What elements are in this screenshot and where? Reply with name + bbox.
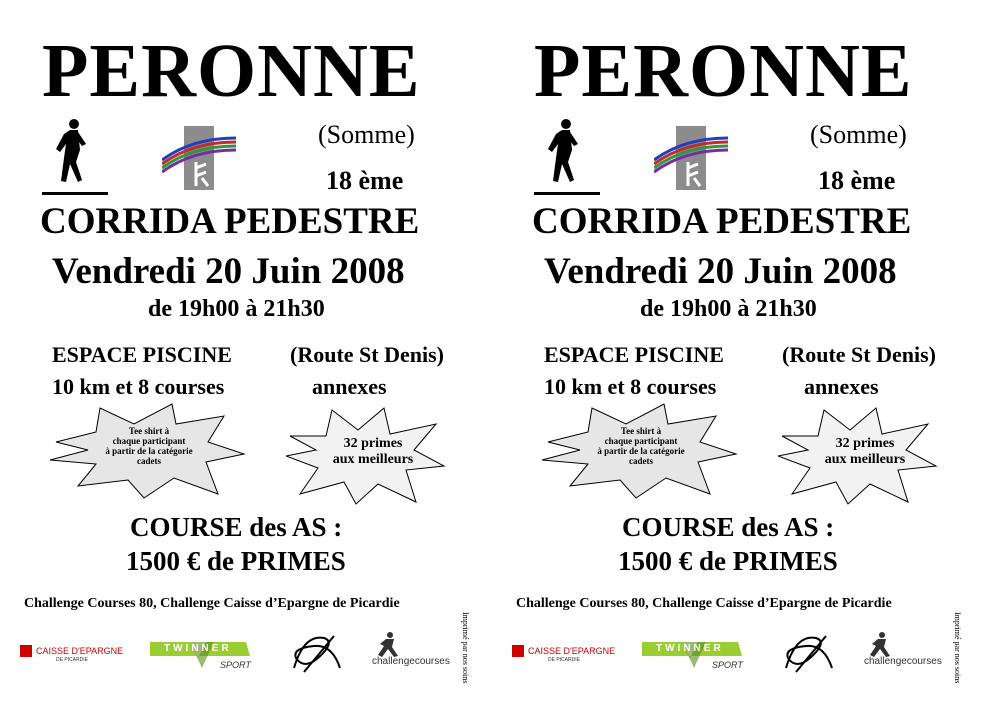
challenge-label: Challenge Courses 80, Challenge Caisse d’Epargne de Picardie [516,596,892,611]
caisse-epargne-squirrel-icon [512,645,524,657]
star1-line: à partir de la catégorie [105,446,193,456]
prize-label: 1500 € de PRIMES [618,546,838,576]
printed-note: Imprimé par nos soins [953,612,962,684]
star1-line: cadets [629,456,653,466]
challenge-label: Challenge Courses 80, Challenge Caisse d’Epargne de Picardie [24,596,400,611]
flyer-left [0,0,490,701]
runner-icon [42,118,112,198]
venue-label: ESPACE PISCINE [52,342,232,367]
starburst-primes-text [318,436,428,468]
races-label: 10 km et 8 courses [52,374,225,399]
twinner-sport: SPORT [220,660,251,670]
twinner-logo [150,638,274,683]
club-logo-icon [162,124,238,192]
twinner-name: TWINNER [164,643,232,654]
star1-line: cadets [137,456,161,466]
flyer-title: PERONNE [534,29,913,113]
caisse-epargne-name: CAISSE D'EPARGNE [36,646,124,656]
caisse-epargne-name: CAISSE D'EPARGNE [528,646,616,656]
challengecourses-runner-icon [864,632,894,658]
star1-line: Tee shirt à [128,426,170,436]
star2-line: aux meilleurs [824,452,906,467]
races-label: 10 km et 8 courses [544,374,717,399]
region-label: (Somme) [810,120,907,149]
route-label: (Route St Denis) [290,342,444,367]
star1-line: chaque participant [112,436,186,446]
starburst-tshirt-text [576,426,706,466]
printed-note: Imprimé par nos soins [461,612,470,684]
annexes-label: annexes [312,374,387,399]
event-hours: de 19h00 à 21h30 [640,296,817,322]
club-logo-icon [654,124,730,192]
challengecourses-name: challengecourses [864,656,942,667]
flyer-right [492,0,982,701]
flyer-title: PERONNE [42,29,421,113]
event-date: Vendredi 20 Juin 2008 [52,251,405,292]
starburst-primes-text [810,436,920,468]
twinner-sport: SPORT [712,660,743,670]
caisse-epargne-region: DE PICARDIE [548,657,580,663]
twinner-name: TWINNER [656,643,724,654]
event-name: CORRIDA PEDESTRE [532,201,912,242]
edition-label: 18 ème [818,166,896,195]
challengecourses-logo [864,632,942,667]
venue-label: ESPACE PISCINE [544,342,724,367]
signature-logo-icon [776,628,838,678]
caisse-epargne-logo [512,645,616,663]
challengecourses-logo [372,632,450,667]
region-label: (Somme) [318,120,415,149]
edition-label: 18 ème [326,166,404,195]
runner-icon [534,118,604,198]
star2-line: 32 primes [835,436,895,451]
caisse-epargne-logo [20,645,124,663]
event-hours: de 19h00 à 21h30 [148,296,325,322]
event-date: Vendredi 20 Juin 2008 [544,251,897,292]
star1-line: Tee shirt à [620,426,662,436]
challengecourses-name: challengecourses [372,656,450,667]
course-as-label: COURSE des AS : [130,512,343,542]
caisse-epargne-squirrel-icon [20,645,32,657]
star1-line: à partir de la catégorie [597,446,685,456]
twinner-logo [642,638,766,683]
prize-label: 1500 € de PRIMES [126,546,346,576]
starburst-tshirt-text [84,426,214,466]
signature-logo-icon [284,628,346,678]
star2-line: aux meilleurs [332,452,414,467]
annexes-label: annexes [804,374,879,399]
route-label: (Route St Denis) [782,342,936,367]
event-name: CORRIDA PEDESTRE [40,201,420,242]
course-as-label: COURSE des AS : [622,512,835,542]
star2-line: 32 primes [343,436,403,451]
star1-line: chaque participant [604,436,678,446]
caisse-epargne-region: DE PICARDIE [56,657,88,663]
challengecourses-runner-icon [372,632,402,658]
